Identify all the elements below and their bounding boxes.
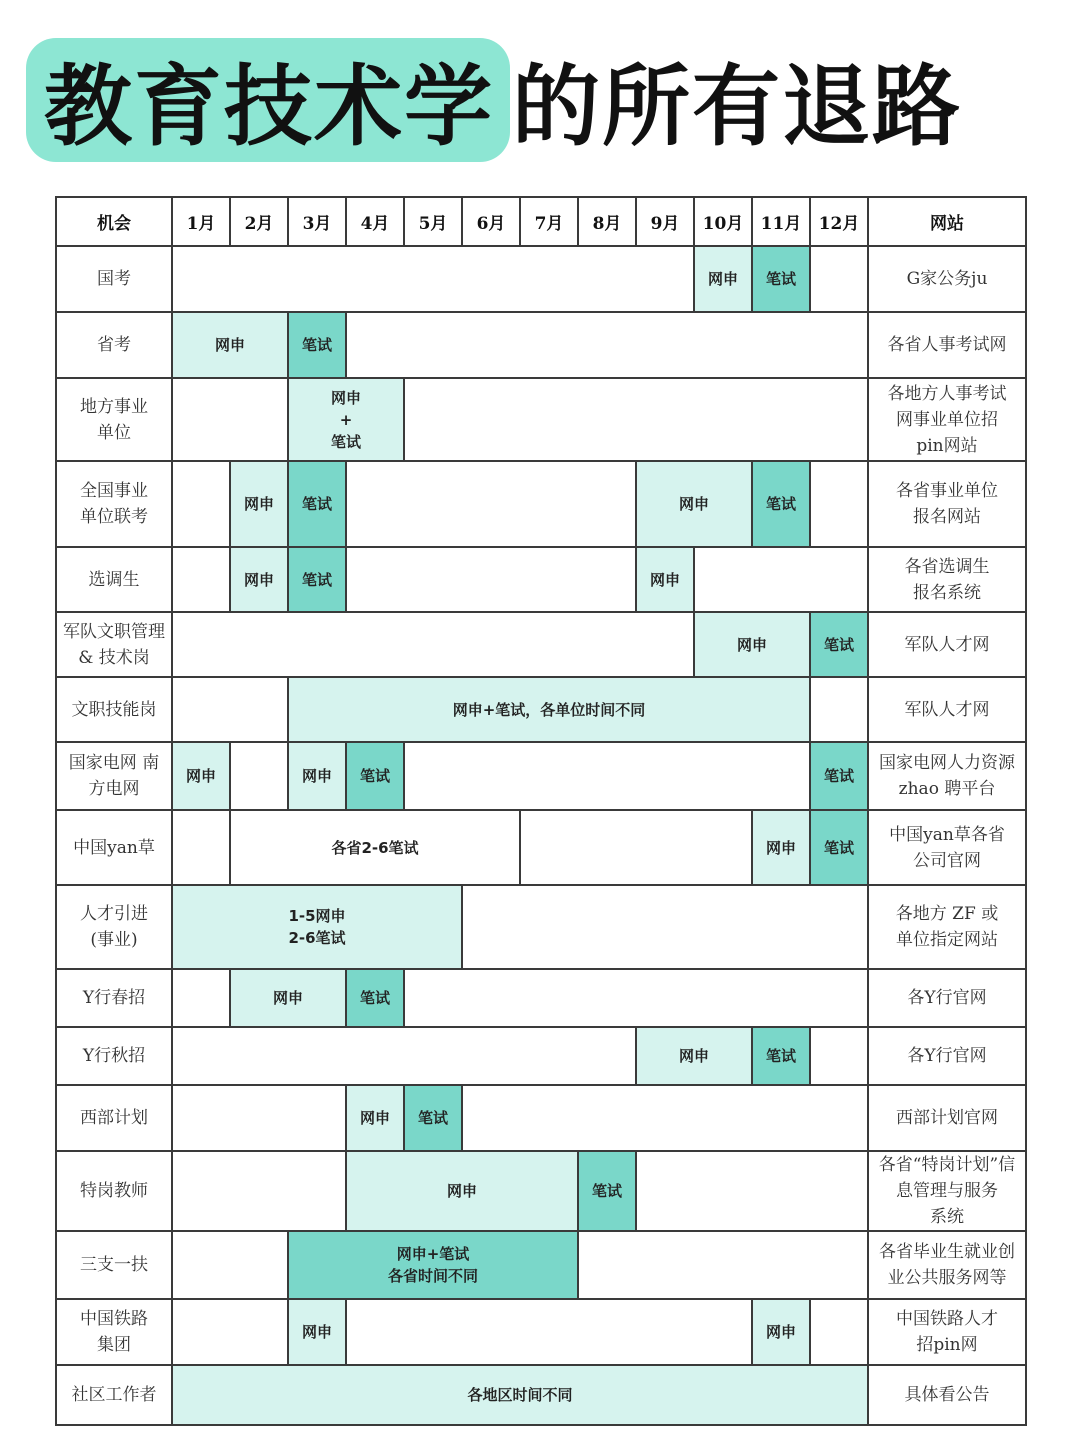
header-cell: 8月 <box>578 197 636 246</box>
table-row <box>56 885 1026 969</box>
opportunity-name <box>56 677 172 742</box>
segment-label: 网申 <box>214 336 245 354</box>
segment-label: 网申+笔试，各单位时间不同 <box>452 700 646 719</box>
table-row <box>56 1231 1026 1299</box>
schedule-segment <box>636 547 694 612</box>
opportunity-name <box>56 246 172 312</box>
website-label: 各地方人事考试 网事业单位招 pin网站 <box>887 383 1007 456</box>
schedule-segment <box>694 246 752 312</box>
segment-label: 笔试 <box>301 495 332 513</box>
header-cell: 4月 <box>346 197 404 246</box>
schedule-segment <box>230 461 288 547</box>
header-cell: 12月 <box>810 197 868 246</box>
schedule-segment <box>230 547 288 612</box>
schedule-segment <box>752 461 810 547</box>
empty-cell <box>172 547 230 612</box>
header-cell: 2月 <box>230 197 288 246</box>
empty-cell <box>172 1151 346 1231</box>
schedule-segment <box>752 1299 810 1365</box>
segment-label: 笔试 <box>591 1182 622 1200</box>
website-label: 各省毕业生就业创 业公共服务网等 <box>879 1242 1015 1288</box>
schedule-segment <box>810 810 868 885</box>
segment-label: 网申 <box>678 495 709 513</box>
segment-label: 网申+笔试 各省时间不同 <box>387 1245 478 1285</box>
schedule-segment <box>752 810 810 885</box>
opportunity-label: 西部计划 <box>80 1108 148 1128</box>
empty-cell <box>346 1299 752 1365</box>
website-cell <box>868 1027 1026 1085</box>
segment-label: 笔试 <box>301 336 332 354</box>
empty-cell <box>172 378 288 461</box>
website-cell <box>868 885 1026 969</box>
schedule-segment <box>288 677 810 742</box>
empty-cell <box>230 742 288 810</box>
segment-label: 笔试 <box>765 270 796 288</box>
empty-cell <box>172 677 288 742</box>
website-label: 中国铁路人才 招pin网 <box>896 1309 998 1355</box>
segment-label: 笔试 <box>359 767 390 785</box>
header-cell: 7月 <box>520 197 578 246</box>
opportunity-label: 省考 <box>97 335 131 355</box>
empty-cell <box>810 461 868 547</box>
opportunity-label: 三支一扶 <box>80 1255 148 1275</box>
schedule-segment <box>172 742 230 810</box>
table-row <box>56 810 1026 885</box>
website-label: 具体看公告 <box>904 1385 990 1405</box>
segment-label: 1-5网申 2-6笔试 <box>288 907 346 947</box>
website-cell <box>868 312 1026 378</box>
empty-cell <box>346 547 636 612</box>
schedule-segment <box>172 1365 868 1425</box>
empty-cell <box>462 1085 868 1151</box>
opportunity-label: 国考 <box>97 269 131 289</box>
empty-cell <box>172 1231 288 1299</box>
segment-label: 笔试 <box>823 838 854 857</box>
segment-label: 笔试 <box>301 570 332 589</box>
opportunity-name <box>56 612 172 677</box>
website-label: 各省“特岗计划”信 息管理与服务 系统 <box>878 1155 1016 1227</box>
segment-label: 网申 <box>649 570 680 589</box>
opportunity-label: 选调生 <box>88 569 140 590</box>
header-cell: 11月 <box>752 197 810 246</box>
header-cell: 6月 <box>462 197 520 246</box>
opportunity-label: 军队文职管理 & 技术岗 <box>63 621 165 668</box>
empty-cell <box>172 1085 346 1151</box>
empty-cell <box>462 885 868 969</box>
empty-cell <box>810 246 868 312</box>
opportunity-name <box>56 885 172 969</box>
website-cell <box>868 1085 1026 1151</box>
table-row <box>56 1365 1026 1425</box>
segment-label: 网申 <box>446 1182 477 1200</box>
schedule-segment <box>404 1085 462 1151</box>
website-cell <box>868 1151 1026 1231</box>
opportunity-label: 全国事业 单位联考 <box>80 481 148 527</box>
segment-label: 笔试 <box>823 767 854 785</box>
segment-label: 笔试 <box>823 635 854 654</box>
header-cell: 10月 <box>694 197 752 246</box>
page-title <box>26 38 962 162</box>
segment-label: 网申 <box>301 767 332 785</box>
empty-cell <box>172 461 230 547</box>
segment-label: 网申 <box>736 635 767 654</box>
opportunity-label: 中国铁路 集团 <box>80 1309 148 1355</box>
opportunity-name <box>56 969 172 1027</box>
title-highlight: 教育技术学 <box>26 38 510 162</box>
schedule-segment <box>288 742 346 810</box>
opportunity-name <box>56 547 172 612</box>
empty-cell <box>404 969 868 1027</box>
opportunity-label: 人才引进 (事业) <box>80 904 148 950</box>
website-cell <box>868 612 1026 677</box>
opportunity-label: 社区工作者 <box>71 1385 157 1405</box>
website-label: 各Y行官网 <box>907 988 987 1008</box>
empty-cell <box>810 1027 868 1085</box>
segment-label: 笔试 <box>417 1109 448 1127</box>
segment-label: 各省2-6笔试 <box>331 838 419 857</box>
website-label: 国家电网人力资源 zhao 聘平台 <box>879 753 1015 799</box>
empty-cell <box>172 612 694 677</box>
website-label: 各Y行官网 <box>907 1046 987 1066</box>
website-label: 各省事业单位 报名网站 <box>896 481 998 527</box>
opportunity-label: 文职技能岗 <box>71 699 157 720</box>
website-cell <box>868 969 1026 1027</box>
schedule-segment <box>694 612 810 677</box>
opportunity-name <box>56 312 172 378</box>
website-label: 各省人事考试网 <box>887 335 1007 355</box>
header-row <box>56 197 1026 246</box>
opportunity-label: Y行春招 <box>82 988 146 1008</box>
schedule-segment <box>172 885 462 969</box>
table-row <box>56 1151 1026 1231</box>
segment-label: 笔试 <box>765 495 796 513</box>
schedule-segment <box>288 547 346 612</box>
table-row <box>56 742 1026 810</box>
table-row <box>56 461 1026 547</box>
website-cell <box>868 1231 1026 1299</box>
empty-cell <box>346 312 868 378</box>
website-cell <box>868 742 1026 810</box>
website-label: G家公务ju <box>906 269 988 289</box>
empty-cell <box>636 1151 868 1231</box>
opportunity-name <box>56 810 172 885</box>
segment-label: 网申 <box>301 1323 332 1341</box>
segment-label: 网申 <box>765 1323 796 1341</box>
segment-label: 笔试 <box>359 989 390 1007</box>
empty-cell <box>172 810 230 885</box>
schedule-segment <box>752 1027 810 1085</box>
schedule-segment <box>288 1299 346 1365</box>
schedule-segment <box>346 1085 404 1151</box>
website-label: 各省选调生 报名系统 <box>904 556 990 603</box>
empty-cell <box>404 378 868 461</box>
opportunity-name <box>56 1085 172 1151</box>
opportunity-label: 中国yan草 <box>73 837 155 858</box>
website-cell <box>868 246 1026 312</box>
opportunity-label: 地方事业 单位 <box>80 396 148 443</box>
empty-cell <box>578 1231 868 1299</box>
empty-cell <box>520 810 752 885</box>
website-label: 军队人才网 <box>904 699 990 720</box>
website-cell <box>868 1365 1026 1425</box>
empty-cell <box>404 742 810 810</box>
segment-label: 网申 <box>185 767 216 785</box>
empty-cell <box>172 1027 636 1085</box>
opportunity-name <box>56 461 172 547</box>
table-row <box>56 1299 1026 1365</box>
empty-cell <box>172 246 694 312</box>
opportunity-label: 国家电网 南 方电网 <box>68 753 160 799</box>
website-cell <box>868 547 1026 612</box>
website-cell <box>868 677 1026 742</box>
table-row <box>56 378 1026 461</box>
table-row <box>56 547 1026 612</box>
segment-label: 网申 <box>272 989 303 1007</box>
schedule-segment <box>810 612 868 677</box>
schedule-segment <box>230 969 346 1027</box>
header-cell: 网站 <box>868 197 1026 246</box>
opportunity-name <box>56 1365 172 1425</box>
schedule-segment <box>346 1151 578 1231</box>
schedule-segment <box>346 742 404 810</box>
table-row <box>56 1085 1026 1151</box>
table-row <box>56 612 1026 677</box>
segment-label: 网申 <box>243 495 274 513</box>
header-cell: 1月 <box>172 197 230 246</box>
schedule-segment <box>172 312 288 378</box>
schedule-segment <box>752 246 810 312</box>
title-rest: 的所有退路 <box>512 55 963 158</box>
segment-label: 网申 <box>678 1047 709 1065</box>
website-cell <box>868 810 1026 885</box>
schedule-segment <box>288 312 346 378</box>
schedule-segment <box>810 742 868 810</box>
opportunity-label: 特岗教师 <box>80 1181 148 1201</box>
website-cell <box>868 378 1026 461</box>
header-cell: 3月 <box>288 197 346 246</box>
empty-cell <box>172 1299 288 1365</box>
table-row <box>56 1027 1026 1085</box>
schedule-segment <box>288 1231 578 1299</box>
website-label: 中国yan草各省 公司官网 <box>889 824 1005 871</box>
schedule-segment <box>288 378 404 461</box>
website-cell <box>868 1299 1026 1365</box>
opportunity-label: Y行秋招 <box>82 1046 146 1066</box>
segment-label: 笔试 <box>765 1047 796 1065</box>
table-row <box>56 312 1026 378</box>
table-row <box>56 246 1026 312</box>
website-label: 西部计划官网 <box>896 1108 998 1128</box>
schedule-segment <box>288 461 346 547</box>
website-label: 军队人才网 <box>904 634 990 655</box>
segment-label: 网申 <box>243 570 274 589</box>
header-cell: 机会 <box>56 197 172 246</box>
empty-cell <box>172 969 230 1027</box>
segment-label: 网申 <box>359 1109 390 1127</box>
opportunity-name <box>56 1027 172 1085</box>
website-cell <box>868 461 1026 547</box>
schedule-segment <box>636 461 752 547</box>
opportunity-name <box>56 742 172 810</box>
website-label: 各地方 ZF 或 单位指定网站 <box>895 904 999 950</box>
table-row <box>56 969 1026 1027</box>
schedule-segment <box>346 969 404 1027</box>
empty-cell <box>810 1299 868 1365</box>
schedule-segment <box>636 1027 752 1085</box>
empty-cell <box>346 461 636 547</box>
empty-cell <box>810 677 868 742</box>
segment-label: 各地区时间不同 <box>467 1386 573 1404</box>
opportunity-name <box>56 1151 172 1231</box>
header-cell: 9月 <box>636 197 694 246</box>
segment-label: 网申 <box>707 270 738 288</box>
segment-label: 网申 <box>765 838 796 857</box>
opportunity-name <box>56 1299 172 1365</box>
table-row <box>56 677 1026 742</box>
header-cell: 5月 <box>404 197 462 246</box>
schedule-segment <box>230 810 520 885</box>
opportunity-name <box>56 378 172 461</box>
segment-label: 网申 + 笔试 <box>330 388 361 451</box>
schedule-segment <box>578 1151 636 1231</box>
opportunity-name <box>56 1231 172 1299</box>
schedule-table <box>55 196 1027 1426</box>
empty-cell <box>694 547 868 612</box>
